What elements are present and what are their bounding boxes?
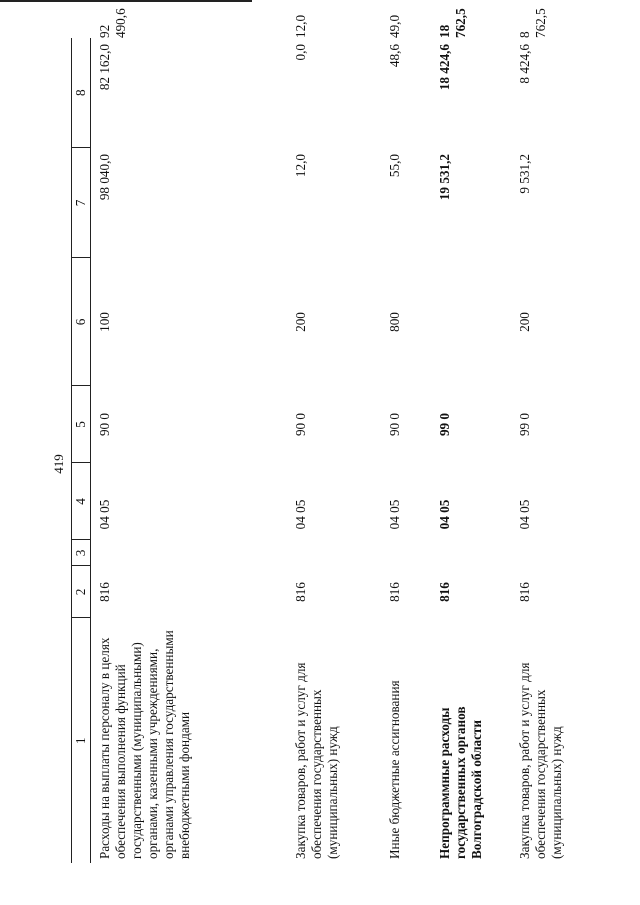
row-val6: 98 040,0 (97, 154, 112, 201)
row-section: 04 05 (386, 499, 402, 530)
row-name: Закупка товаров, работ и услуг для обеспечения государственных (муниципальных) нужд (516, 662, 564, 859)
row-val7: 0,0 (292, 44, 308, 61)
header-row (72, 38, 91, 863)
col-header-6: 6 (72, 258, 91, 386)
col-header-3: 3 (72, 540, 91, 566)
page-number: 419 (51, 454, 66, 474)
row-section: 04 05 (97, 499, 112, 530)
row-name: Расходы на выплаты персоналу в целях обеспечения выполнения функций государственными (муниципальными) органами, казенными учреждениями, органами управления государственными внебюджетными фондами (97, 630, 192, 859)
row-name: Непрограммные расходы государственных органов Волгоградской области (436, 706, 484, 859)
row-type: 800 (386, 312, 402, 332)
row-type: 100 (97, 312, 112, 332)
col-header-4: 4 (72, 463, 91, 540)
table-row: Расходы на выплаты персоналу в целях обеспечения выполнения функций государственными (муниципальными) органами, казенными учреждениями, органами управления государственными внебюджетными фондами 816 04 05 90 0 100 98 040,0 82 162,0 92 490,6 (91, 38, 287, 863)
budget-table (71, 8, 605, 863)
row-name: Иные бюджетные ассигнования (386, 680, 402, 859)
row-section: 04 05 (436, 499, 452, 530)
row-article: 99 0 (516, 412, 532, 437)
row-article: 90 0 (97, 412, 112, 437)
table-row: Иные бюджетные ассигнования 816 04 05 90 0 800 55,0 48,6 49,0 (381, 38, 431, 863)
table-row: Закупка товаров, работ и услуг для обеспечения государственных (муниципальных) нужд 816 04 05 99 0 200 9 531,2 8 424,6 8 762,5 (511, 38, 605, 863)
col-header-8: 8 (72, 38, 91, 148)
col-header-7: 7 (72, 148, 91, 258)
row-val6: 12,0 (292, 154, 308, 178)
row-val7: 82 162,0 (97, 44, 112, 91)
row-article: 90 0 (292, 412, 308, 437)
row-val7: 18 424,6 (436, 44, 452, 91)
top-rule (0, 0, 252, 2)
row-code: 816 (97, 582, 112, 602)
col-header-1: 1 (72, 618, 91, 863)
row-article: 99 0 (436, 412, 452, 437)
row-val6: 9 531,2 (516, 154, 532, 194)
row-code: 816 (292, 582, 308, 602)
row-val7: 8 424,6 (516, 44, 532, 84)
row-val6: 55,0 (386, 154, 402, 178)
row-section: 04 05 (516, 499, 532, 530)
table-row: Непрограммные расходы государственных органов Волгоградской области 816 04 05 99 0 19 531,2 18 424,6 18 762,5 (431, 38, 511, 863)
row-type (431, 258, 511, 386)
table-row: Закупка товаров, работ и услуг для обеспечения государственных (муниципальных) нужд 816 04 05 90 0 200 12,0 0,0 12,0 (287, 38, 381, 863)
row-section: 04 05 (292, 499, 308, 530)
row-article: 90 0 (386, 412, 402, 437)
col-header-2: 2 (72, 566, 91, 618)
row-code: 816 (516, 582, 532, 602)
col-header-5: 5 (72, 386, 91, 463)
row-code: 816 (436, 582, 452, 602)
rotated-table-page (71, 8, 613, 863)
row-code: 816 (386, 582, 402, 602)
row-type: 200 (516, 312, 532, 332)
row-name: Закупка товаров, работ и услуг для обеспечения государственных (муниципальных) нужд (292, 662, 340, 859)
row-type: 200 (292, 312, 308, 332)
row-val6: 19 531,2 (436, 154, 452, 201)
row-val7: 48,6 (386, 44, 402, 68)
